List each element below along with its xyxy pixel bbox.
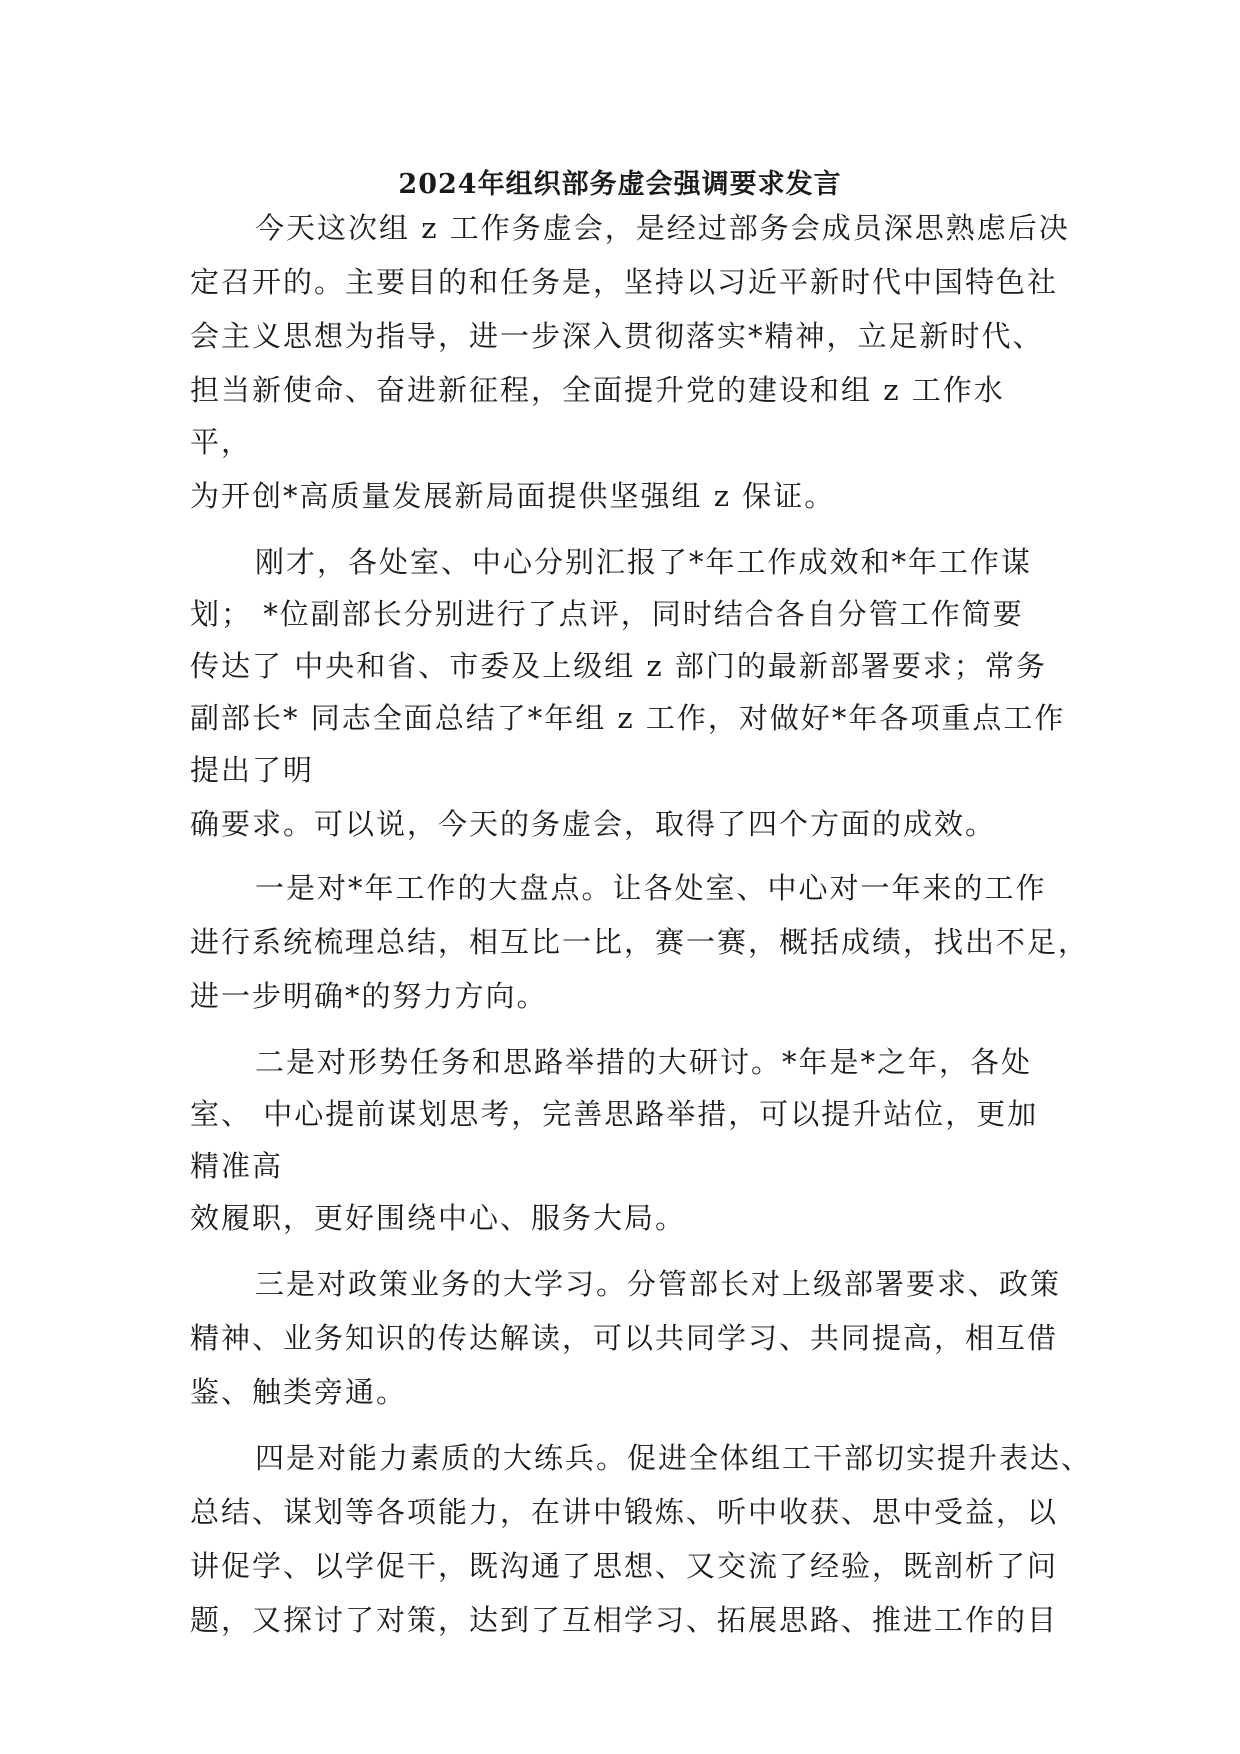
paragraph-line: 题，又探讨了对策，达到了互相学习、拓展思路、推进工作的目 — [190, 1603, 1059, 1637]
paragraph-line: 三是对政策业务的大学习。分管部长对上级部署要求、政策 — [255, 1267, 1062, 1301]
paragraph-line: 效履职，更好围绕中心、服务大局。 — [190, 1201, 687, 1235]
paragraph-line: 今天这次组 z 工作务虚会，是经过部务会成员深思熟虑后决 — [255, 211, 1070, 245]
paragraph-line: 四是对能力素质的大练兵。促进全体组工干部切实提升表达、 — [255, 1441, 1093, 1475]
paragraph-line: 确要求。可以说，今天的务虚会，取得了四个方面的成效。 — [190, 807, 997, 841]
paragraph-line: 鉴、触类旁通。 — [190, 1375, 408, 1409]
paragraph-line: 划； *位副部长分别进行了点评，同时结合各自分管工作简要 — [190, 597, 1024, 631]
paragraph-line: 总结、谋划等各项能力，在讲中锻炼、听中收获、思中受益，以 — [190, 1495, 1059, 1529]
paragraph-line: 为开创*高质量发展新局面提供坚强组 z 保证。 — [190, 479, 836, 513]
paragraph-line: 室、 中心提前谋划思考，完善思路举措，可以提升站位，更加 — [190, 1097, 1039, 1131]
paragraph-line: 精准高 — [190, 1149, 284, 1183]
paragraph-line: 平， — [190, 425, 253, 459]
paragraph-line: 提出了明 — [190, 753, 315, 787]
paragraph-line: 二是对形势任务和思路举措的大研讨。*年是*之年，各处 — [255, 1045, 1033, 1079]
paragraph-line: 担当新使命、奋进新征程，全面提升党的建设和组 z 工作水 — [190, 373, 1005, 407]
paragraph-line: 进行系统梳理总结，相互比一比，赛一赛，概括成绩，找出不足， — [190, 925, 1090, 959]
paragraph-line: 传达了 中央和省、市委及上级组 z 部门的最新部署要求；常务 — [190, 649, 1047, 683]
paragraph-line: 一是对*年工作的大盘点。让各处室、中心对一年来的工作 — [255, 871, 1047, 905]
paragraph-line: 精神、业务知识的传达解读，可以共同学习、共同提高，相互借 — [190, 1321, 1059, 1355]
paragraph-line: 定召开的。主要目的和任务是，坚持以习近平新时代中国特色社 — [190, 265, 1059, 299]
paragraph-line: 刚才，各处室、中心分别汇报了*年工作成效和*年工作谋 — [255, 545, 1033, 579]
paragraph-line: 会主义思想为指导，进一步深入贯彻落实*精神，立足新时代、 — [190, 319, 1044, 353]
paragraph-line: 副部长* 同志全面总结了*年组 z 工作，对做好*年各项重点工作 — [190, 701, 1066, 735]
document-title: 2024年组织部务虚会强调要求发言 — [398, 169, 842, 200]
paragraph-line: 讲促学、以学促干，既沟通了思想、又交流了经验，既剖析了问 — [190, 1549, 1059, 1583]
paragraph-line: 进一步明确*的努力方向。 — [190, 979, 548, 1013]
